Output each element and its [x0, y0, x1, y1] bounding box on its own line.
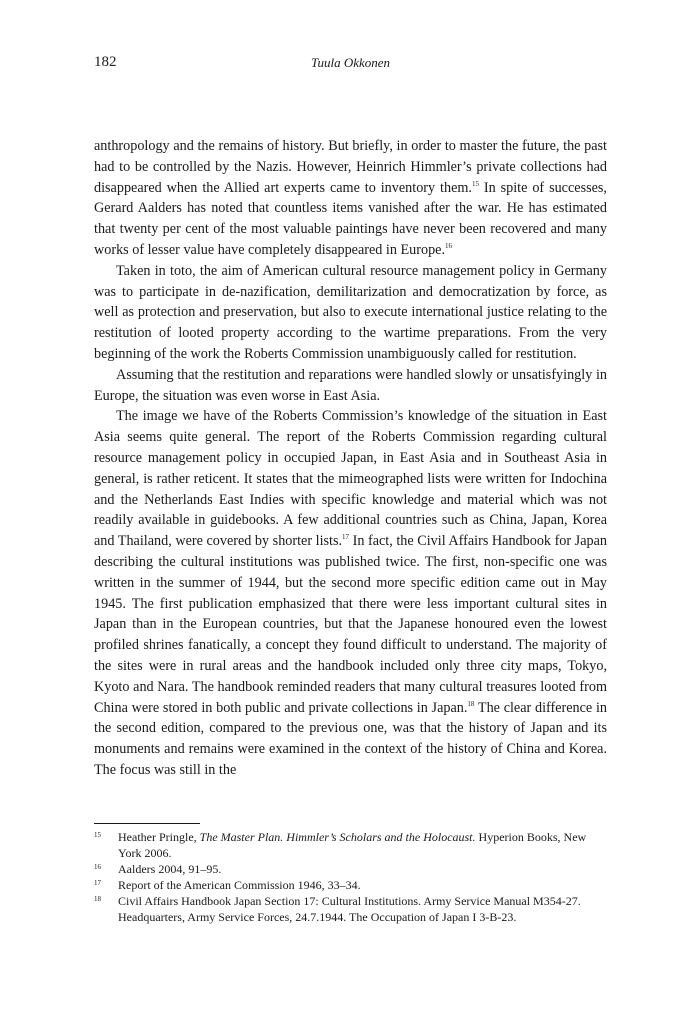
main-text: [94, 136, 607, 781]
footnote-15-post: Hyperion Books, New York 2006.: [118, 830, 587, 860]
footnote-18: [94, 893, 607, 925]
running-head-author: Tuula Okkonen: [310, 55, 391, 70]
footnote-number: 16: [94, 863, 101, 871]
footnote-16: [94, 861, 607, 877]
footnote-15-pre: Heather Pringle,: [118, 830, 200, 844]
footnote-ref-16: 16: [445, 241, 453, 250]
paragraph-4-text-a: The image we have of the Roberts Commission’s knowledge of the situation in East Asia seems quite general. The report of the Roberts Commission regarding cultural resource management policy in occupied Japan, in East Asia and in Southeast Asia in general, is rather reticent. It states that the mimeographed lists were written for Indochina and the Netherlands East Indies with specific knowledge and material which was not readily available in guidebooks. A few additional countries such as China, Japan, Korea and Thailand, were covered by shorter lists.: [94, 408, 607, 550]
footnote-text: Aalders 2004, 91–95.: [118, 862, 222, 876]
paragraph-3: Assuming that the restitution and reparations were handled slowly or unsatisfyingly in Europe, the situation was even worse in East Asia.: [94, 366, 607, 404]
paragraph-1: [94, 136, 607, 261]
footnote-text: [118, 830, 586, 860]
footnote-ref-15: 15: [471, 179, 479, 188]
page-header: [94, 54, 607, 74]
paragraph-4-text-b: In fact, the Civil Affairs Handbook for Japan describing the cultural institutions was published twice. The first, non-specific one was written in the summer of 1944, but the second more specific edition came out in May 1945. The first publication emphasized that there were less important cultural sites in Japan than in the European countries, but that the Japanese honoured even the lowest profiled shrines fanatically, a concept they found difficult to understand. The majority of the sites were in rural areas and the handbook included only three city maps, Tokyo, Kyoto and Nara. The handbook reminded readers that many cultural treasures looted from China were stored in both public and private collections in Japan.: [94, 533, 607, 716]
paragraph-4-text-c: The clear difference in the second edition, compared to the previous one, was that the history of Japan and its monuments and remains were examined in the context of the history of China and Korea. The focus was still in the: [94, 699, 607, 778]
footnote-text: Civil Affairs Handbook Japan Section 17: Cultural Institutions. Army Service Manual M354-27. Headquarters, Army Service Forces, 24.7.1944. The Occupation of Japan I 3-B-23.: [118, 894, 581, 924]
footnote-ref-17: 17: [342, 533, 350, 542]
footnote-text: Report of the American Commission 1946, 33–34.: [118, 878, 361, 892]
footnote-number: 17: [94, 879, 101, 887]
paragraph-4: [94, 406, 607, 780]
footnote-15-title: The Master Plan. Himmler’s Scholars and the Holocaust.: [199, 830, 476, 844]
footnote-number: 15: [94, 831, 101, 839]
footnote-number: 18: [94, 895, 101, 903]
paragraph-1-text-b: In spite of successes, Gerard Aalders has noted that countless items vanished after the war. He has estimated that twenty per cent of the most valuable paintings have never been recovered and many works of lesser value have completely disappeared in Europe.: [94, 179, 607, 258]
paragraph-2: Taken in toto, the aim of American cultural resource management policy in Germany was to participate in de-nazification, demilitarization and democratization by force, as well as protection and preservation, but also to execute international justice relating to the restitution of looted property according to the wartime preparations. From the very beginning of the work the Roberts Commission unambiguously called for restitution.: [94, 262, 607, 362]
footnote-17: [94, 877, 607, 893]
footnote-ref-18: 18: [467, 699, 475, 708]
footnote-separator: [94, 823, 200, 824]
footnote-15: [94, 829, 607, 861]
paragraph-1-text-a: anthropology and the remains of history. But briefly, in order to master the future, the past had to be controlled by the Nazis. However, Heinrich Himmler’s private collections had disappeared when the Allied art experts came to inventory them.: [94, 138, 607, 196]
footnotes: [94, 829, 607, 925]
page-number: 182: [94, 54, 117, 70]
